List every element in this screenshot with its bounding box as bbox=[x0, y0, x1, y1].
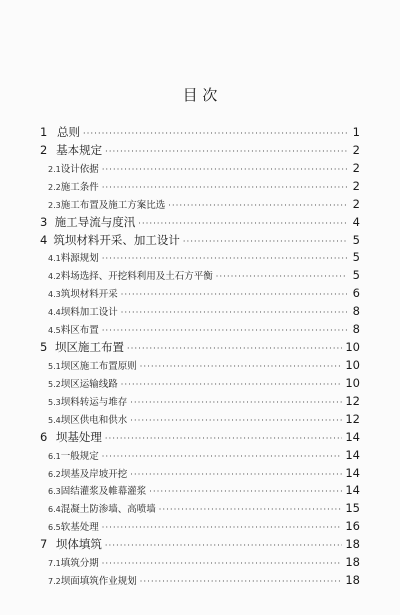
entry-number: 6.4 bbox=[48, 505, 61, 515]
page-number: 12 bbox=[345, 393, 360, 408]
entry-number: 4 bbox=[40, 232, 48, 247]
entry-number: 2.2 bbox=[48, 182, 61, 192]
entry-title: 坝面填筑作业规划 bbox=[60, 576, 137, 588]
entry-number: 5.3 bbox=[48, 397, 61, 407]
page-number: 15 bbox=[345, 501, 360, 516]
dot-leader bbox=[121, 286, 347, 303]
page-number: 4 bbox=[352, 214, 360, 229]
entry-title: 坝区供电和供水 bbox=[60, 414, 128, 426]
toc-section-entry[interactable] bbox=[40, 375, 360, 393]
entry-number: 6.2 bbox=[48, 469, 61, 479]
entry-title: 坝料加工设计 bbox=[60, 307, 118, 319]
dot-leader bbox=[102, 161, 347, 178]
entry-number: 4.3 bbox=[48, 290, 61, 300]
entry-number: 7 bbox=[40, 537, 48, 552]
dot-leader bbox=[216, 268, 347, 285]
toc-section-entry[interactable] bbox=[40, 500, 360, 518]
toc-section-entry[interactable] bbox=[40, 321, 360, 339]
entry-number: 5.2 bbox=[48, 379, 61, 389]
entry-title: 固结灌浆及帷幕灌浆 bbox=[60, 486, 147, 498]
dot-leader bbox=[121, 376, 343, 393]
toc-section-entry[interactable] bbox=[40, 267, 360, 285]
toc-chapter-entry[interactable] bbox=[40, 232, 360, 250]
entry-title: 坝基处理 bbox=[55, 429, 102, 444]
entry-number: 6.1 bbox=[48, 451, 61, 461]
page-number: 5 bbox=[352, 250, 360, 265]
page-number: 2 bbox=[352, 160, 360, 175]
toc-section-entry[interactable] bbox=[40, 554, 360, 572]
entry-title: 坝区施工布置 bbox=[54, 340, 124, 355]
toc-section-entry[interactable] bbox=[40, 178, 360, 196]
entry-title: 坝区运输线路 bbox=[60, 378, 118, 390]
dot-leader bbox=[183, 233, 347, 250]
page-number: 5 bbox=[352, 268, 360, 283]
page-number: 5 bbox=[352, 232, 360, 247]
entry-number: 3 bbox=[40, 214, 48, 229]
dot-leader bbox=[140, 358, 343, 375]
entry-number: 4.4 bbox=[48, 308, 61, 318]
page-number: 1 bbox=[352, 125, 360, 139]
page-number: 14 bbox=[345, 429, 360, 444]
entry-number: 4.5 bbox=[48, 326, 61, 336]
toc-section-entry[interactable] bbox=[40, 196, 360, 214]
page-title: 目 次 bbox=[182, 86, 218, 104]
dot-leader bbox=[102, 179, 347, 196]
dot-leader bbox=[121, 304, 347, 321]
dot-leader bbox=[140, 573, 343, 590]
entry-number: 4.2 bbox=[48, 272, 61, 282]
dot-leader bbox=[127, 340, 342, 357]
toc-chapter-entry[interactable] bbox=[40, 429, 360, 447]
entry-number: 2 bbox=[40, 142, 48, 157]
toc-section-entry[interactable] bbox=[40, 303, 360, 321]
entry-title: 基本规定 bbox=[56, 142, 103, 157]
page-number: 18 bbox=[345, 537, 360, 552]
page-number: 14 bbox=[345, 447, 360, 462]
table-of-contents bbox=[40, 124, 360, 590]
page-number: 8 bbox=[352, 322, 360, 337]
entry-title: 筑坝材料开采、加工设计 bbox=[53, 232, 180, 247]
page-number: 10 bbox=[345, 357, 360, 372]
entry-title: 筑坝材料开采 bbox=[60, 289, 118, 301]
toc-chapter-entry[interactable] bbox=[40, 214, 360, 232]
page-number: 18 bbox=[345, 573, 360, 588]
dot-leader bbox=[130, 412, 342, 429]
dot-leader bbox=[105, 430, 342, 447]
dot-leader bbox=[149, 483, 342, 500]
toc-section-entry[interactable] bbox=[40, 518, 360, 536]
entry-title: 一般规定 bbox=[60, 450, 99, 462]
entry-title: 坝料转运与堆存 bbox=[60, 396, 128, 408]
entry-title: 混凝土防渗墙、高喷墙 bbox=[60, 504, 156, 516]
entry-number: 5 bbox=[40, 340, 48, 355]
toc-chapter-entry[interactable] bbox=[40, 339, 360, 357]
toc-section-entry[interactable] bbox=[40, 357, 360, 375]
page-number: 14 bbox=[345, 465, 360, 480]
page-number: 12 bbox=[345, 411, 360, 426]
entry-title: 填筑分期 bbox=[60, 558, 99, 570]
page-number: 18 bbox=[345, 555, 360, 570]
dot-leader bbox=[168, 197, 347, 214]
dot-leader bbox=[159, 501, 343, 518]
entry-title: 总则 bbox=[57, 125, 81, 139]
toc-section-entry[interactable] bbox=[40, 160, 360, 178]
dot-leader bbox=[130, 394, 342, 411]
entry-number: 2.1 bbox=[48, 164, 61, 174]
dot-leader bbox=[102, 322, 347, 339]
entry-title: 施工布置及施工方案比选 bbox=[60, 199, 166, 211]
entry-number: 7.1 bbox=[48, 559, 61, 569]
toc-chapter-entry[interactable] bbox=[40, 124, 360, 142]
toc-chapter-entry[interactable] bbox=[40, 536, 360, 554]
dot-leader bbox=[105, 143, 347, 160]
entry-title: 料场选择、开挖料利用及土石方平衡 bbox=[60, 271, 213, 283]
entry-title: 坝体填筑 bbox=[55, 537, 102, 552]
entry-number: 6 bbox=[40, 429, 48, 444]
page-number: 2 bbox=[352, 142, 360, 157]
entry-title: 坝区施工布置原则 bbox=[60, 360, 137, 372]
page-number: 8 bbox=[352, 304, 360, 319]
dot-leader bbox=[102, 448, 343, 465]
toc-section-entry[interactable] bbox=[40, 447, 360, 465]
entry-title: 软基处理 bbox=[60, 522, 99, 534]
entry-title: 坝基及岸坡开挖 bbox=[60, 468, 128, 480]
toc-section-entry[interactable] bbox=[40, 393, 360, 411]
toc-section-entry[interactable] bbox=[40, 285, 360, 303]
page-number: 10 bbox=[345, 340, 360, 355]
page-number: 2 bbox=[352, 196, 360, 211]
toc-section-entry[interactable] bbox=[40, 482, 360, 500]
page-number: 14 bbox=[345, 483, 360, 498]
entry-number: 4.1 bbox=[48, 254, 61, 264]
entry-number: 2.3 bbox=[48, 200, 61, 210]
toc-section-entry[interactable] bbox=[40, 572, 360, 590]
entry-number: 5.4 bbox=[48, 415, 61, 425]
entry-title: 施工导流与度汛 bbox=[54, 214, 136, 229]
toc-section-entry[interactable] bbox=[40, 411, 360, 429]
dot-leader bbox=[102, 250, 347, 267]
dot-leader bbox=[83, 125, 347, 142]
entry-number: 6.5 bbox=[48, 523, 61, 533]
toc-section-entry[interactable] bbox=[40, 249, 360, 267]
dot-leader bbox=[105, 537, 342, 554]
page-number: 10 bbox=[345, 375, 360, 390]
page-number: 2 bbox=[352, 178, 360, 193]
entry-number: 6.3 bbox=[48, 487, 61, 497]
entry-title: 料源规划 bbox=[60, 253, 99, 265]
page-number: 16 bbox=[345, 519, 360, 534]
dot-leader bbox=[102, 555, 343, 572]
entry-number: 5.1 bbox=[48, 361, 61, 371]
page-number: 6 bbox=[352, 286, 360, 301]
dot-leader bbox=[138, 215, 347, 232]
toc-chapter-entry[interactable] bbox=[40, 142, 360, 160]
toc-section-entry[interactable] bbox=[40, 465, 360, 483]
dot-leader bbox=[102, 519, 343, 536]
dot-leader bbox=[130, 466, 342, 483]
entry-number: 1 bbox=[40, 125, 48, 139]
entry-number: 7.2 bbox=[48, 577, 61, 587]
entry-title: 料区布置 bbox=[60, 325, 99, 337]
entry-title: 设计依据 bbox=[60, 163, 99, 175]
entry-title: 施工条件 bbox=[60, 181, 99, 193]
